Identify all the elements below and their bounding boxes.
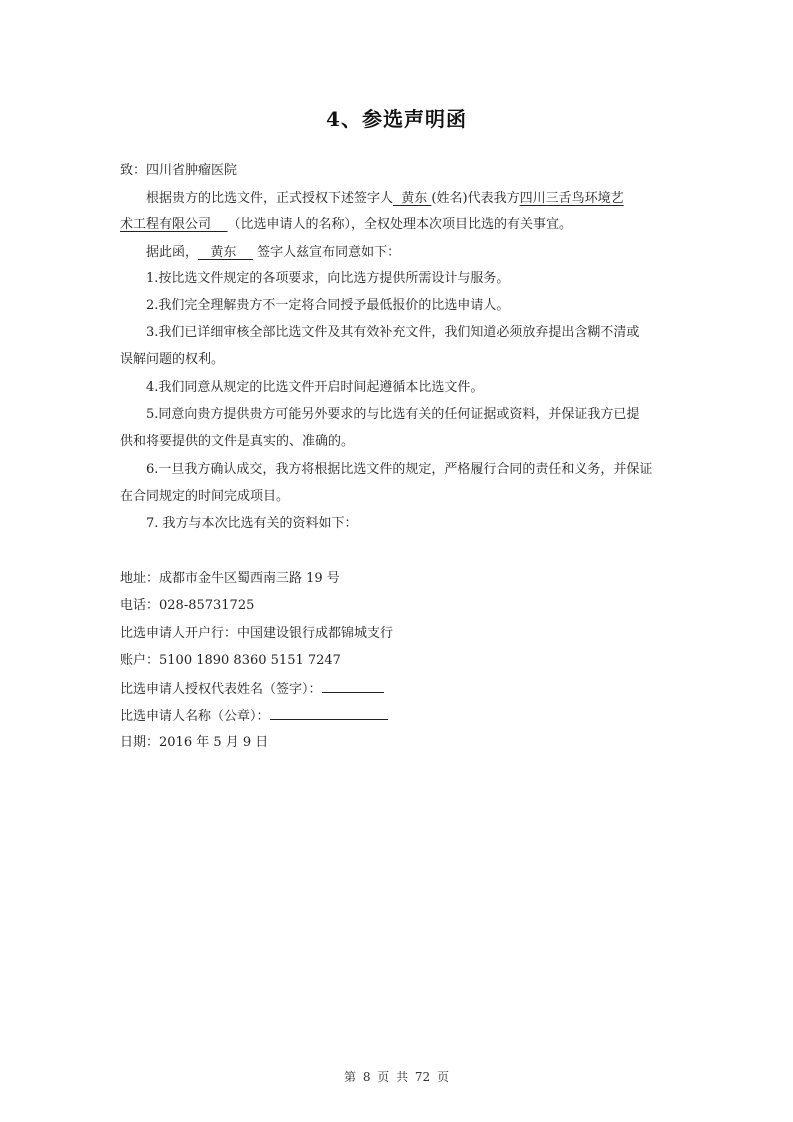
signatory-name: 黄东 [393,191,432,206]
recipient-line: 致：四川省肿瘤医院 [120,163,238,178]
authorization-suffix: （比选申请人的名称），全权处理本次项目比选的有关事宜。 [227,217,573,232]
item-5-line1: 5.同意向贵方提供贵方可能另外要求的与比选有关的任何证据或资料，并保证我方已提 [146,407,640,422]
date-line: 日期：2016 年 5 月 9 日 [120,735,269,750]
company-name-part1: 四川三舌鸟环境艺 [519,191,624,206]
page-number-footer: 第 8 页 共 72 页 [344,1070,449,1084]
page-title: 4、参选声明函 [326,107,467,131]
company-seal-label: 比选申请人名称（公章）： [120,709,270,724]
declaration-signatory: 黄东 [198,245,253,260]
company-seal-line [120,706,680,726]
rep-signature-label: 比选申请人授权代表姓名（签字）： [120,682,322,697]
item-4: 4.我们同意从规定的比选文件开启时间起遵循本比选文件。 [146,380,484,395]
rep-signature-blank[interactable] [322,679,384,693]
item-3-line2: 误解问题的权利。 [120,352,225,367]
authorization-mid: (姓名)代表我方 [431,191,520,206]
declaration-intro [146,244,706,262]
company-name-part2: 术工程有限公司 [120,217,228,232]
address-line: 地址：成都市金牛区蜀西南三路 19 号 [120,571,340,586]
item-6-line2: 在合同规定的时间完成项目。 [120,489,290,504]
authorization-prefix: 根据贵方的比选文件，正式授权下述签字人 [146,191,394,206]
rep-signature-line [120,679,680,699]
item-7: 7. 我方与本次比选有关的资料如下： [146,516,358,531]
item-5-line2: 供和将要提供的文件是真实的、准确的。 [120,434,355,449]
company-seal-blank[interactable] [270,706,388,720]
bank-line: 比选申请人开户行：中国建设银行成都锦城支行 [120,626,394,641]
account-line: 账户：5100 1890 8360 5151 7247 [120,653,341,668]
declaration-prefix: 据此函， [146,245,199,260]
item-3-line1: 3.我们已详细审核全部比选文件及其有效补充文件，我们知道必须放弃提出含糊不清或 [146,325,640,340]
item-6-line1: 6.一旦我方确认成交，我方将根据比选文件的规定，严格履行合同的责任和义务，并保证 [146,462,653,477]
declaration-suffix: 签字人兹宣布同意如下： [252,245,401,260]
phone-line: 电话：028-85731725 [120,598,255,613]
authorization-paragraph-line1 [146,190,706,208]
item-2: 2.我们完全理解贵方不一定将合同授予最低报价的比选申请人。 [146,298,510,313]
item-1: 1.按比选文件规定的各项要求，向比选方提供所需设计与服务。 [146,271,510,286]
authorization-paragraph-line2 [120,216,680,234]
